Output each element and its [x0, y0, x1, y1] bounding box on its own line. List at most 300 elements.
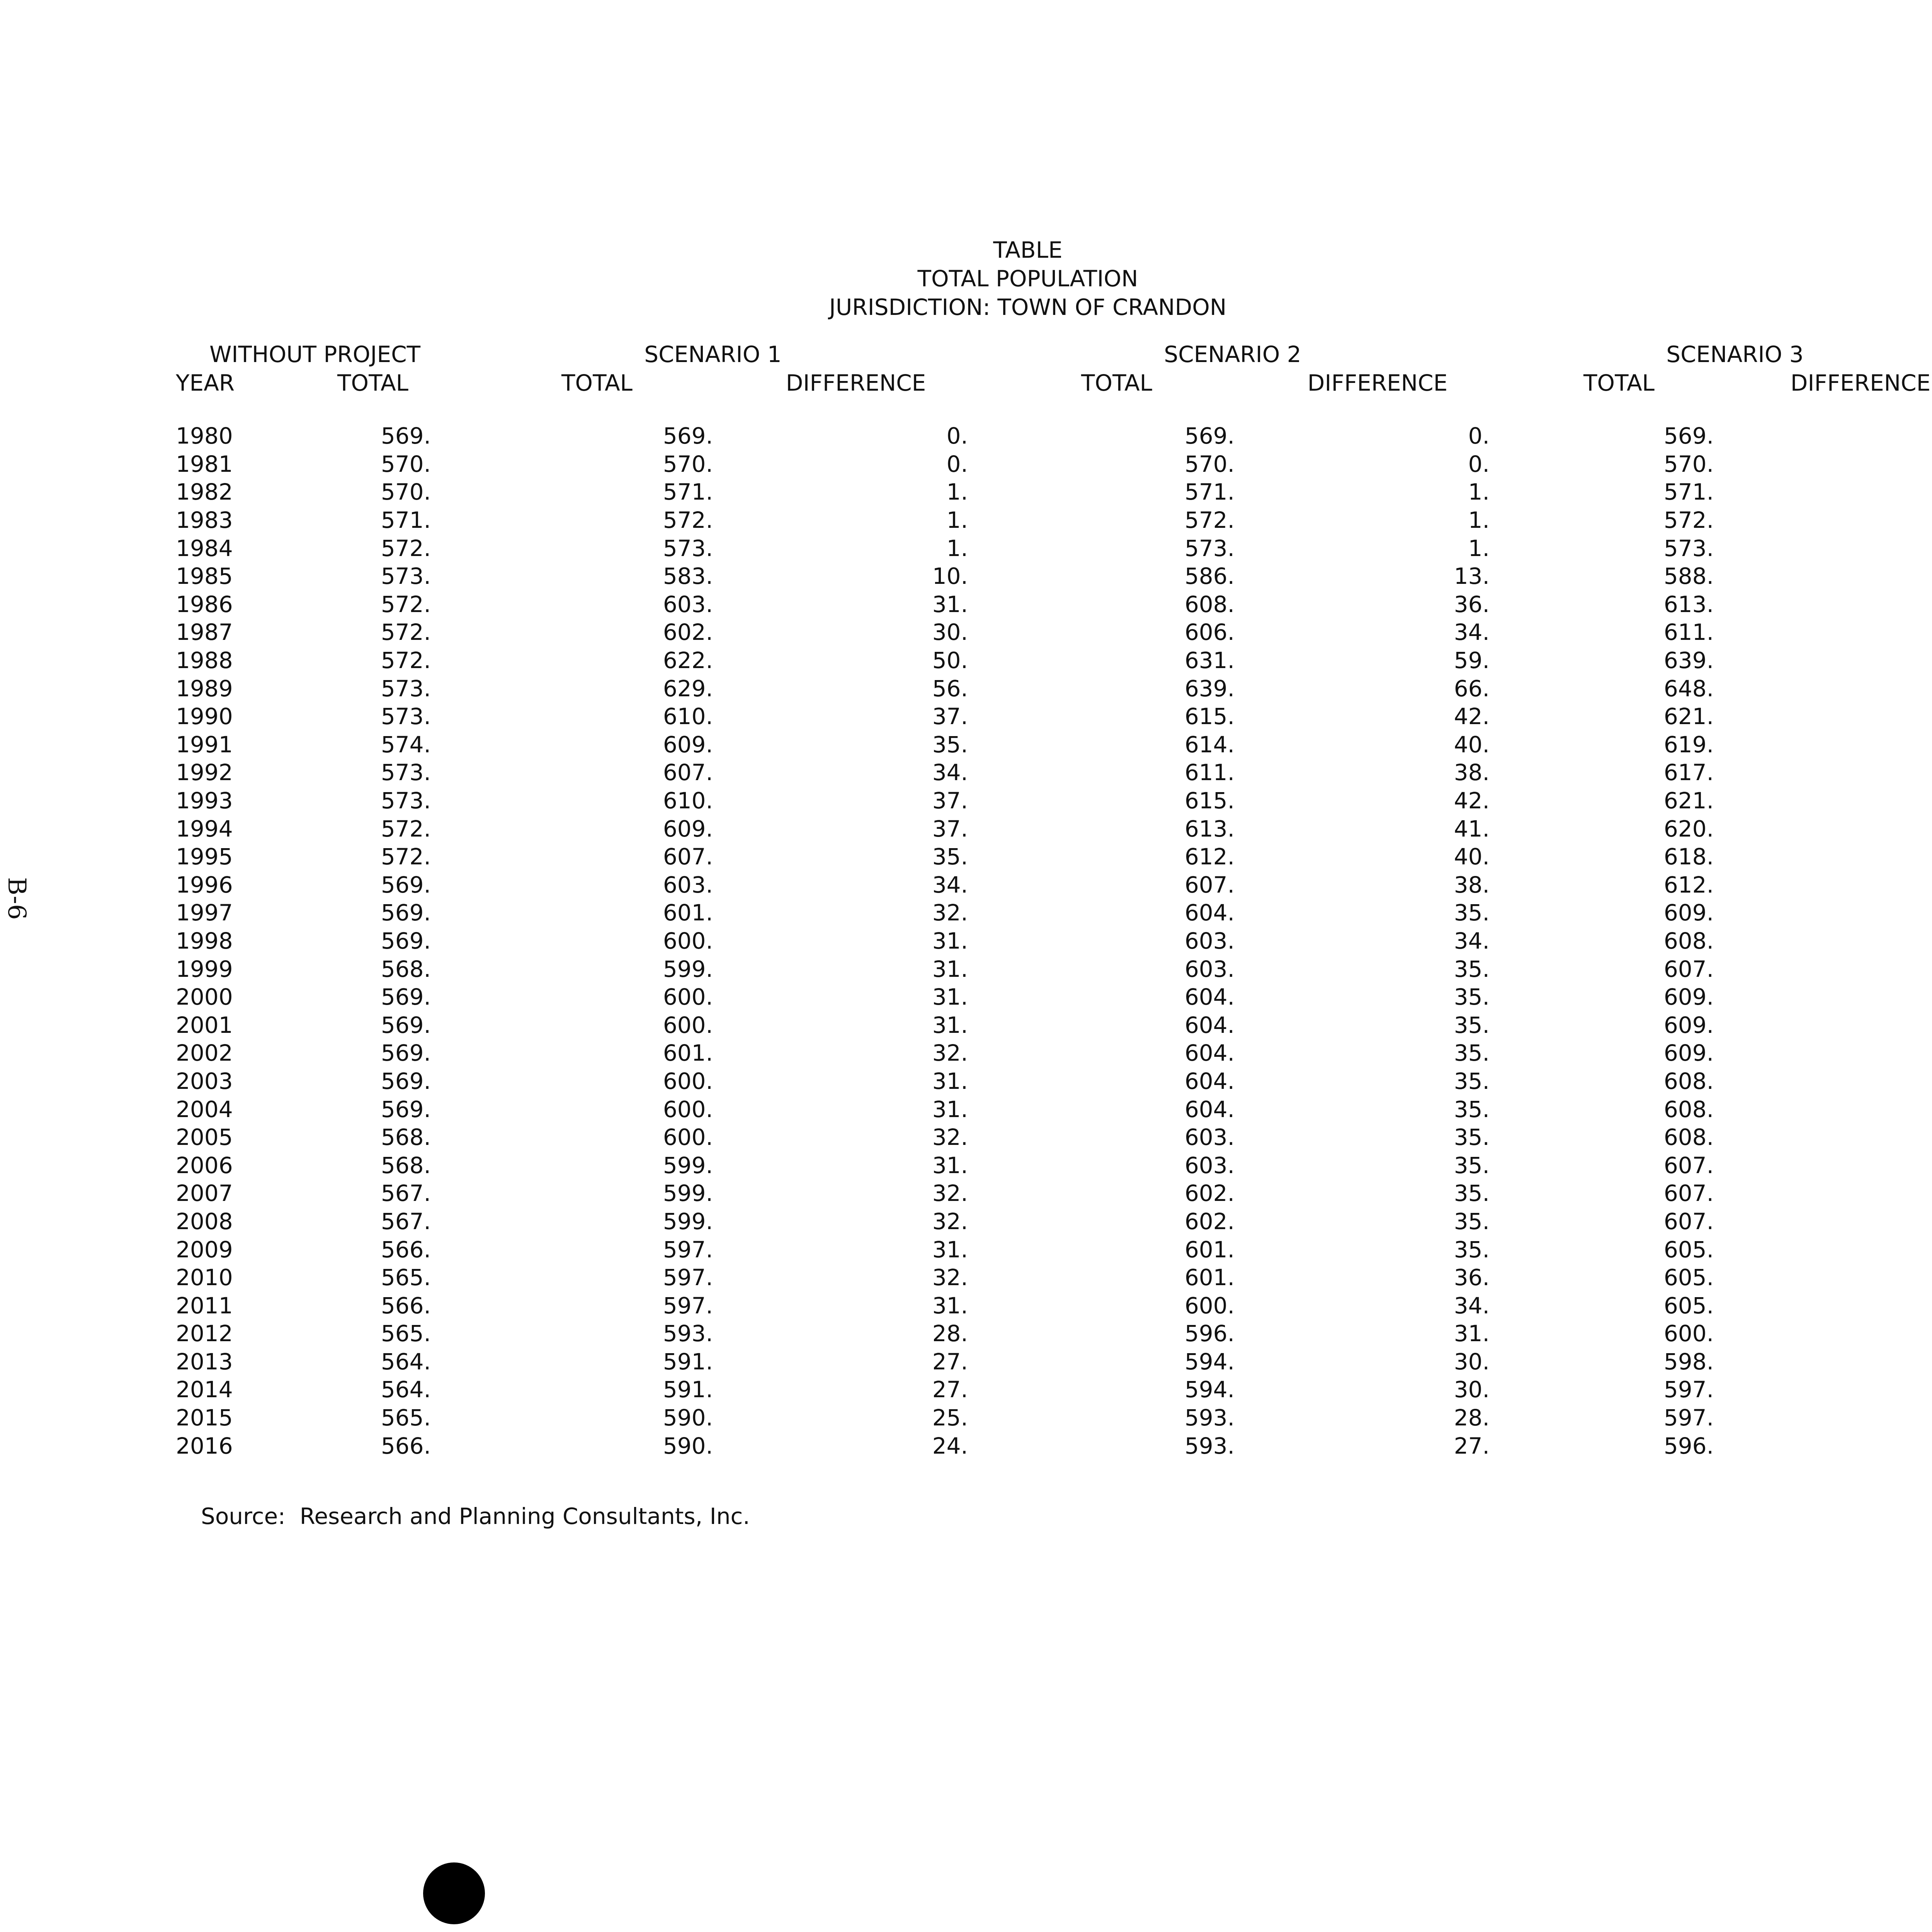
cell-year: 2005 — [176, 1124, 233, 1151]
table-row — [176, 1432, 1932, 1460]
cell-scenario-1-difference: 25. — [932, 1405, 968, 1431]
cell-scenario-1-total: 597. — [663, 1292, 713, 1319]
cell-scenario-1-total: 600. — [663, 1096, 713, 1122]
cell-scenario-3-total: 607. — [1663, 1180, 1714, 1207]
cell-scenario-2-total: 631. — [1184, 647, 1235, 674]
cell-without-project-total: 573. — [381, 563, 431, 590]
cell-scenario-2-total: 603. — [1184, 1152, 1235, 1179]
cell-year: 1997 — [176, 900, 233, 926]
cell-scenario-1-total: 590. — [663, 1432, 713, 1459]
cell-scenario-2-total: 614. — [1184, 731, 1235, 758]
cell-scenario-2-total: 615. — [1184, 787, 1235, 814]
cell-scenario-3-total: 609. — [1663, 1012, 1714, 1038]
cell-scenario-2-difference: 34. — [1454, 1292, 1490, 1319]
cell-scenario-2-difference: 35. — [1454, 1180, 1490, 1207]
cell-scenario-2-difference: 30. — [1454, 1376, 1490, 1403]
cell-scenario-2-difference: 35. — [1454, 900, 1490, 926]
table-row — [176, 618, 1932, 646]
cell-year: 2000 — [176, 984, 233, 1010]
table-row — [176, 562, 1932, 590]
cell-scenario-1-total: 591. — [663, 1376, 713, 1403]
cell-scenario-3-total: 608. — [1663, 927, 1714, 954]
cell-scenario-2-difference: 28. — [1454, 1405, 1490, 1431]
cell-without-project-total: 573. — [381, 787, 431, 814]
cell-scenario-1-difference: 0. — [946, 423, 968, 449]
cell-scenario-3-difference — [1745, 1291, 1932, 1320]
cell-scenario-3-total: 620. — [1663, 815, 1714, 842]
cell-year: 2016 — [176, 1432, 233, 1459]
cell-scenario-1-total: 573. — [663, 535, 713, 561]
cell-without-project-total: 568. — [381, 1152, 431, 1179]
cell-without-project-total: 569. — [381, 984, 431, 1010]
cell-year: 2010 — [176, 1264, 233, 1291]
header-scenario-3-difference: DIFFERENCE — [1790, 370, 1931, 396]
cell-scenario-3-total: 572. — [1663, 507, 1714, 534]
table-row — [176, 1095, 1932, 1123]
cell-scenario-1-difference: 10. — [932, 563, 968, 590]
cell-scenario-2-difference: 31. — [1454, 1320, 1490, 1347]
cell-without-project-total: 572. — [381, 619, 431, 646]
cell-scenario-1-total: 609. — [663, 815, 713, 842]
cell-scenario-3-difference — [1745, 1348, 1932, 1376]
cell-without-project-total: 569. — [381, 927, 431, 954]
cell-scenario-3-difference — [1745, 450, 1932, 478]
cell-scenario-3-difference — [1745, 1376, 1932, 1404]
cell-scenario-3-difference — [1745, 1011, 1932, 1039]
cell-year: 1991 — [176, 731, 233, 758]
cell-scenario-3-total: 598. — [1663, 1348, 1714, 1375]
cell-scenario-3-difference — [1745, 1039, 1932, 1067]
cell-scenario-2-total: 604. — [1184, 1012, 1235, 1038]
cell-scenario-2-difference: 35. — [1454, 1208, 1490, 1235]
cell-scenario-1-difference: 24. — [932, 1432, 968, 1459]
cell-scenario-2-total: 604. — [1184, 984, 1235, 1010]
cell-without-project-total: 568. — [381, 956, 431, 982]
cell-without-project-total: 570. — [381, 479, 431, 505]
title-line-total-population: TOTAL POPULATION — [917, 265, 1138, 292]
cell-year: 2013 — [176, 1348, 233, 1375]
table-row — [176, 1123, 1932, 1151]
cell-scenario-1-difference: 31. — [932, 984, 968, 1010]
table-row — [176, 1151, 1932, 1179]
cell-year: 1998 — [176, 927, 233, 954]
cell-scenario-2-total: 586. — [1184, 563, 1235, 590]
cell-without-project-total: 569. — [381, 1040, 431, 1066]
cell-scenario-3-total: 607. — [1663, 1208, 1714, 1235]
cell-scenario-1-difference: 32. — [932, 1208, 968, 1235]
cell-scenario-3-difference — [1745, 1320, 1932, 1348]
cell-scenario-2-total: 604. — [1184, 1068, 1235, 1094]
cell-scenario-2-total: 593. — [1184, 1405, 1235, 1431]
cell-year: 1987 — [176, 619, 233, 646]
cell-year: 2003 — [176, 1068, 233, 1094]
cell-year: 2002 — [176, 1040, 233, 1066]
cell-without-project-total: 566. — [381, 1432, 431, 1459]
cell-year: 1984 — [176, 535, 233, 561]
cell-scenario-1-total: 607. — [663, 844, 713, 870]
cell-scenario-1-total: 590. — [663, 1405, 713, 1431]
cell-year: 1980 — [176, 423, 233, 449]
header-scenario-3-total: TOTAL — [1583, 370, 1655, 396]
cell-scenario-2-difference: 35. — [1454, 1152, 1490, 1179]
cell-scenario-3-total: 605. — [1663, 1236, 1714, 1263]
cell-without-project-total: 569. — [381, 900, 431, 926]
cell-scenario-2-difference: 40. — [1454, 844, 1490, 870]
cell-without-project-total: 571. — [381, 507, 431, 534]
cell-without-project-total: 569. — [381, 1012, 431, 1038]
cell-scenario-3-difference — [1745, 1432, 1932, 1460]
cell-scenario-3-total: 608. — [1663, 1124, 1714, 1151]
cell-year: 2006 — [176, 1152, 233, 1179]
cell-scenario-3-total: 621. — [1663, 787, 1714, 814]
cell-scenario-2-difference: 35. — [1454, 984, 1490, 1010]
cell-without-project-total: 565. — [381, 1320, 431, 1347]
cell-without-project-total: 566. — [381, 1292, 431, 1319]
cell-scenario-2-total: 573. — [1184, 535, 1235, 561]
header-without-project: WITHOUT PROJECT — [209, 341, 421, 367]
cell-scenario-3-total: 588. — [1663, 563, 1714, 590]
table-title — [773, 236, 1283, 321]
cell-scenario-1-total: 609. — [663, 731, 713, 758]
cell-scenario-1-total: 601. — [663, 1040, 713, 1066]
cell-scenario-1-difference: 31. — [932, 1012, 968, 1038]
cell-scenario-3-difference — [1745, 562, 1932, 590]
header-spacer — [176, 397, 1932, 422]
cell-scenario-2-difference: 42. — [1454, 703, 1490, 730]
cell-scenario-1-difference: 34. — [932, 871, 968, 898]
cell-without-project-total: 570. — [381, 451, 431, 477]
cell-without-project-total: 564. — [381, 1348, 431, 1375]
cell-scenario-2-difference: 35. — [1454, 1040, 1490, 1066]
cell-scenario-3-difference — [1745, 646, 1932, 675]
source-note: Source: Research and Planning Consultants, Inc. — [201, 1503, 750, 1529]
table-body — [176, 422, 1932, 1460]
cell-scenario-2-total: 604. — [1184, 900, 1235, 926]
cell-scenario-3-total: 607. — [1663, 1152, 1714, 1179]
cell-scenario-3-total: 609. — [1663, 1040, 1714, 1066]
cell-scenario-1-difference: 31. — [932, 927, 968, 954]
cell-scenario-1-total: 570. — [663, 451, 713, 477]
cell-scenario-1-difference: 27. — [932, 1348, 968, 1375]
cell-scenario-1-total: 622. — [663, 647, 713, 674]
cell-scenario-3-difference — [1745, 1067, 1932, 1095]
table-row — [176, 674, 1932, 702]
cell-year: 1996 — [176, 871, 233, 898]
cell-scenario-1-difference: 31. — [932, 1096, 968, 1122]
cell-year: 1983 — [176, 507, 233, 534]
cell-scenario-3-difference — [1745, 1235, 1932, 1264]
cell-scenario-2-difference: 0. — [1468, 451, 1490, 477]
table-row — [176, 843, 1932, 871]
table-row — [176, 1208, 1932, 1236]
cell-scenario-1-total: 597. — [663, 1236, 713, 1263]
cell-scenario-2-difference: 35. — [1454, 1124, 1490, 1151]
cell-scenario-3-difference — [1745, 787, 1932, 815]
cell-scenario-1-difference: 31. — [932, 1152, 968, 1179]
table-row — [176, 478, 1932, 506]
table-row — [176, 1179, 1932, 1208]
cell-scenario-2-total: 572. — [1184, 507, 1235, 534]
cell-scenario-1-difference: 37. — [932, 815, 968, 842]
cell-scenario-3-difference — [1745, 731, 1932, 759]
cell-scenario-1-total: 600. — [663, 1068, 713, 1094]
table-row — [176, 1376, 1932, 1404]
cell-scenario-2-difference: 40. — [1454, 731, 1490, 758]
cell-scenario-2-total: 594. — [1184, 1348, 1235, 1375]
cell-scenario-3-total: 597. — [1663, 1376, 1714, 1403]
cell-scenario-1-difference: 50. — [932, 647, 968, 674]
cell-scenario-2-total: 603. — [1184, 956, 1235, 982]
cell-scenario-2-total: 594. — [1184, 1376, 1235, 1403]
cell-scenario-3-difference — [1745, 983, 1932, 1011]
cell-scenario-3-total: 600. — [1663, 1320, 1714, 1347]
cell-scenario-1-difference: 35. — [932, 844, 968, 870]
cell-scenario-1-total: 600. — [663, 927, 713, 954]
table-row — [176, 702, 1932, 731]
cell-scenario-3-total: 571. — [1663, 479, 1714, 505]
cell-scenario-3-total: 570. — [1663, 451, 1714, 477]
cell-year: 2004 — [176, 1096, 233, 1122]
cell-scenario-2-difference: 38. — [1454, 871, 1490, 898]
cell-scenario-3-total: 605. — [1663, 1292, 1714, 1319]
cell-scenario-1-total: 591. — [663, 1348, 713, 1375]
cell-year: 2001 — [176, 1012, 233, 1038]
cell-scenario-1-difference: 31. — [932, 1068, 968, 1094]
cell-scenario-3-difference — [1745, 506, 1932, 534]
cell-year: 1988 — [176, 647, 233, 674]
cell-without-project-total: 573. — [381, 675, 431, 702]
cell-scenario-2-total: 602. — [1184, 1180, 1235, 1207]
table-row — [176, 1039, 1932, 1067]
cell-without-project-total: 572. — [381, 535, 431, 561]
cell-scenario-3-total: 609. — [1663, 984, 1714, 1010]
cell-scenario-1-total: 583. — [663, 563, 713, 590]
cell-scenario-2-difference: 34. — [1454, 619, 1490, 646]
cell-without-project-total: 564. — [381, 1376, 431, 1403]
cell-scenario-3-total: 639. — [1663, 647, 1714, 674]
cell-scenario-1-difference: 31. — [932, 1236, 968, 1263]
cell-scenario-1-total: 597. — [663, 1264, 713, 1291]
cell-scenario-2-difference: 59. — [1454, 647, 1490, 674]
cell-scenario-3-total: 596. — [1663, 1432, 1714, 1459]
header-scenario-1-total: TOTAL — [561, 370, 633, 396]
cell-without-project-total: 574. — [381, 731, 431, 758]
cell-scenario-1-difference: 32. — [932, 1124, 968, 1151]
cell-scenario-1-total: 607. — [663, 759, 713, 786]
cell-year: 1999 — [176, 956, 233, 982]
table-row — [176, 422, 1932, 450]
table-row — [176, 759, 1932, 787]
cell-without-project-total: 572. — [381, 815, 431, 842]
title-line-jurisdiction: JURISDICTION: TOWN OF CRANDON — [829, 294, 1227, 320]
cell-scenario-2-difference: 35. — [1454, 1096, 1490, 1122]
cell-scenario-1-difference: 35. — [932, 731, 968, 758]
cell-scenario-3-difference — [1745, 422, 1932, 450]
table-row — [176, 450, 1932, 478]
cell-scenario-2-total: 601. — [1184, 1264, 1235, 1291]
cell-scenario-1-difference: 32. — [932, 1180, 968, 1207]
cell-without-project-total: 569. — [381, 1096, 431, 1122]
cell-year: 2007 — [176, 1180, 233, 1207]
cell-scenario-1-total: 593. — [663, 1320, 713, 1347]
header-scenario-3: SCENARIO 3 — [1666, 341, 1804, 367]
cell-scenario-2-difference: 38. — [1454, 759, 1490, 786]
cell-scenario-3-difference — [1745, 1095, 1932, 1123]
cell-scenario-3-difference — [1745, 534, 1932, 562]
cell-scenario-2-total: 604. — [1184, 1096, 1235, 1122]
cell-scenario-1-difference: 32. — [932, 1264, 968, 1291]
cell-scenario-3-total: 618. — [1663, 844, 1714, 870]
cell-year: 1989 — [176, 675, 233, 702]
cell-without-project-total: 573. — [381, 759, 431, 786]
cell-without-project-total: 567. — [381, 1208, 431, 1235]
cell-scenario-3-difference — [1745, 1208, 1932, 1236]
table-row — [176, 927, 1932, 955]
cell-scenario-3-difference — [1745, 1264, 1932, 1292]
cell-scenario-1-difference: 1. — [946, 535, 968, 561]
cell-scenario-2-total: 571. — [1184, 479, 1235, 505]
cell-scenario-2-difference: 30. — [1454, 1348, 1490, 1375]
cell-scenario-3-total: 597. — [1663, 1405, 1714, 1431]
table-row — [176, 815, 1932, 843]
header-scenario-2: SCENARIO 2 — [1164, 341, 1301, 367]
population-table — [176, 340, 1932, 1460]
table-row — [176, 1404, 1932, 1432]
cell-scenario-2-difference: 42. — [1454, 787, 1490, 814]
cell-scenario-1-difference: 0. — [946, 451, 968, 477]
cell-year: 1986 — [176, 591, 233, 617]
cell-scenario-3-total: 613. — [1663, 591, 1714, 617]
table-row — [176, 534, 1932, 562]
cell-year: 1981 — [176, 451, 233, 477]
table-row — [176, 1011, 1932, 1039]
cell-year: 2012 — [176, 1320, 233, 1347]
cell-scenario-2-difference: 35. — [1454, 956, 1490, 982]
cell-scenario-2-difference: 35. — [1454, 1012, 1490, 1038]
cell-scenario-2-total: 615. — [1184, 703, 1235, 730]
cell-scenario-3-difference — [1745, 478, 1932, 506]
cell-scenario-2-total: 608. — [1184, 591, 1235, 617]
cell-year: 2008 — [176, 1208, 233, 1235]
cell-year: 1993 — [176, 787, 233, 814]
cell-without-project-total: 565. — [381, 1264, 431, 1291]
cell-without-project-total: 566. — [381, 1236, 431, 1263]
cell-scenario-2-difference: 66. — [1454, 675, 1490, 702]
header-year: YEAR — [176, 370, 235, 396]
cell-without-project-total: 572. — [381, 844, 431, 870]
header-scenario-2-difference: DIFFERENCE — [1307, 370, 1448, 396]
cell-scenario-2-difference: 27. — [1454, 1432, 1490, 1459]
cell-scenario-2-difference: 35. — [1454, 1068, 1490, 1094]
table-row — [176, 731, 1932, 759]
header-scenario-1: SCENARIO 1 — [644, 341, 782, 367]
title-line-table: TABLE — [993, 237, 1063, 263]
table-row — [176, 899, 1932, 927]
cell-scenario-1-total: 599. — [663, 1180, 713, 1207]
cell-scenario-2-difference: 1. — [1468, 535, 1490, 561]
cell-scenario-1-total: 572. — [663, 507, 713, 534]
cell-scenario-1-total: 610. — [663, 703, 713, 730]
table-row — [176, 646, 1932, 675]
cell-without-project-total: 573. — [381, 703, 431, 730]
cell-year: 2009 — [176, 1236, 233, 1263]
cell-scenario-1-difference: 31. — [932, 956, 968, 982]
cell-scenario-3-difference — [1745, 1151, 1932, 1179]
cell-without-project-total: 568. — [381, 1124, 431, 1151]
cell-scenario-2-difference: 1. — [1468, 479, 1490, 505]
cell-scenario-1-difference: 32. — [932, 900, 968, 926]
cell-scenario-2-total: 569. — [1184, 423, 1235, 449]
cell-scenario-2-total: 604. — [1184, 1040, 1235, 1066]
cell-scenario-3-difference — [1745, 955, 1932, 983]
table-row — [176, 1264, 1932, 1292]
cell-scenario-1-difference: 32. — [932, 1040, 968, 1066]
table-row — [176, 1291, 1932, 1320]
cell-scenario-1-total: 569. — [663, 423, 713, 449]
cell-scenario-2-total: 603. — [1184, 927, 1235, 954]
cell-scenario-1-total: 603. — [663, 591, 713, 617]
cell-year: 1992 — [176, 759, 233, 786]
header-scenario-2-total: TOTAL — [1081, 370, 1152, 396]
table-row — [176, 590, 1932, 619]
cell-scenario-1-total: 571. — [663, 479, 713, 505]
cell-scenario-1-difference: 31. — [932, 591, 968, 617]
cell-scenario-2-total: 607. — [1184, 871, 1235, 898]
cell-without-project-total: 569. — [381, 423, 431, 449]
cell-without-project-total: 567. — [381, 1180, 431, 1207]
cell-scenario-3-total: 648. — [1663, 675, 1714, 702]
cell-scenario-3-total: 619. — [1663, 731, 1714, 758]
cell-scenario-3-difference — [1745, 618, 1932, 646]
cell-scenario-2-total: 611. — [1184, 759, 1235, 786]
cell-scenario-1-difference: 34. — [932, 759, 968, 786]
cell-scenario-3-total: 608. — [1663, 1096, 1714, 1122]
cell-scenario-2-total: 613. — [1184, 815, 1235, 842]
cell-scenario-3-difference — [1745, 1123, 1932, 1151]
cell-scenario-2-total: 570. — [1184, 451, 1235, 477]
cell-scenario-3-difference — [1745, 871, 1932, 899]
cell-scenario-3-total: 612. — [1663, 871, 1714, 898]
cell-scenario-3-total: 607. — [1663, 956, 1714, 982]
cell-scenario-1-difference: 1. — [946, 507, 968, 534]
cell-year: 2011 — [176, 1292, 233, 1319]
cell-scenario-1-total: 600. — [663, 1012, 713, 1038]
header-without-project-total: TOTAL — [337, 370, 408, 396]
cell-scenario-1-difference: 1. — [946, 479, 968, 505]
cell-year: 1985 — [176, 563, 233, 590]
punch-hole-left — [423, 1862, 485, 1924]
header-scenario-1-difference: DIFFERENCE — [786, 370, 926, 396]
cell-scenario-1-difference: 37. — [932, 787, 968, 814]
cell-scenario-1-difference: 37. — [932, 703, 968, 730]
cell-without-project-total: 569. — [381, 871, 431, 898]
cell-without-project-total: 572. — [381, 591, 431, 617]
cell-scenario-3-total: 609. — [1663, 900, 1714, 926]
cell-scenario-3-difference — [1745, 759, 1932, 787]
cell-scenario-3-difference — [1745, 1179, 1932, 1208]
cell-scenario-3-difference — [1745, 674, 1932, 702]
cell-scenario-1-total: 629. — [663, 675, 713, 702]
cell-scenario-2-total: 602. — [1184, 1208, 1235, 1235]
cell-scenario-2-total: 600. — [1184, 1292, 1235, 1319]
cell-scenario-1-total: 599. — [663, 1152, 713, 1179]
cell-scenario-1-total: 599. — [663, 1208, 713, 1235]
table-row — [176, 983, 1932, 1011]
cell-scenario-2-difference: 1. — [1468, 507, 1490, 534]
cell-scenario-2-difference: 34. — [1454, 927, 1490, 954]
cell-year: 2014 — [176, 1376, 233, 1403]
cell-scenario-3-total: 617. — [1663, 759, 1714, 786]
